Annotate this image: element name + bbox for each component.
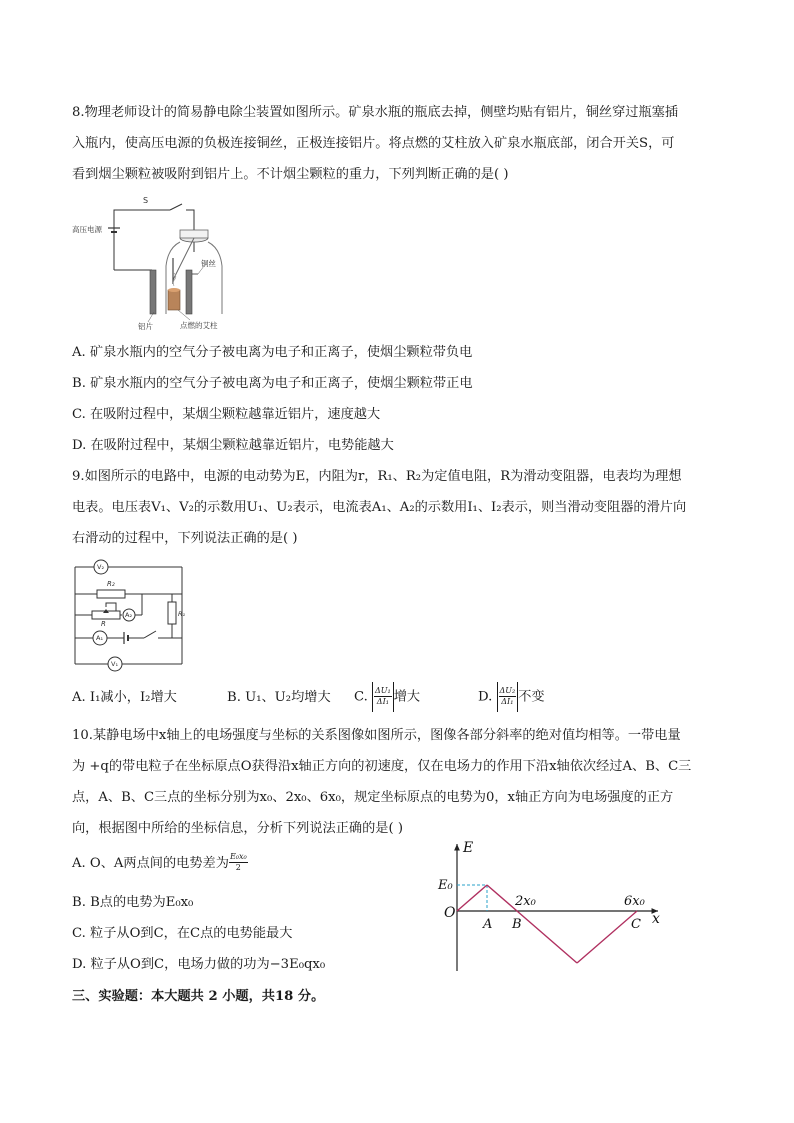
q8-stem-line-3: 看到烟尘颗粒被吸附到铝片上。不计烟尘颗粒的重力，下列判断正确的是( ) bbox=[72, 167, 509, 182]
q10-stem-line-1: 10.某静电场中x轴上的电场强度与坐标的关系图像如图所示，图像各部分斜率的绝对值均相等。一带电量 bbox=[72, 728, 681, 743]
r2-label: R₂ bbox=[107, 580, 115, 588]
x-axis-label: x bbox=[652, 911, 660, 927]
r1-label: R₁ bbox=[178, 610, 186, 618]
tick-e0-label: E₀ bbox=[438, 878, 453, 893]
q9-option-c-abs bbox=[372, 682, 394, 712]
moxa-stick bbox=[168, 290, 180, 310]
q8-stem-line-1: 8.物理老师设计的简易静电除尘装置如图所示。矿泉水瓶的瓶底去掉，侧壁均贴有铝片，铜丝穿过瓶塞插 bbox=[72, 105, 679, 120]
electrostatic-precipitator-diagram bbox=[72, 194, 272, 336]
q9-option-b: B. U₁、U₂均增大 bbox=[227, 690, 331, 705]
q9-option-d-numerator: ΔU₂ bbox=[499, 686, 516, 695]
r-label: R bbox=[101, 620, 106, 628]
a1-label: A₁ bbox=[96, 634, 104, 642]
electric-field-chart bbox=[430, 838, 670, 978]
series-segment-4 bbox=[577, 911, 637, 963]
aluminum-sheet-label: 铝片 bbox=[138, 322, 153, 331]
moxa-stick-label: 点燃的艾柱 bbox=[180, 321, 218, 330]
tick-6x0-label: 6x₀ bbox=[624, 894, 645, 909]
q9-option-d-suffix: 不变 bbox=[518, 689, 545, 705]
v1-label: V₁ bbox=[111, 660, 119, 668]
q9-option-d-prefix: D. bbox=[478, 689, 493, 705]
q10-option-a-numerator: E₀x₀ bbox=[229, 852, 247, 861]
q9-option-d-abs bbox=[497, 682, 519, 712]
power-source-label: 高压电源 bbox=[72, 225, 102, 234]
q10-option-a-denominator: 2 bbox=[235, 863, 241, 872]
point-b-label: B bbox=[512, 917, 522, 932]
resistor-r2 bbox=[97, 590, 125, 598]
q8-option-a: A. 矿泉水瓶内的空气分子被电离为电子和正离子，使烟尘颗粒带负电 bbox=[72, 345, 473, 360]
tick-2x0-label: 2x₀ bbox=[515, 894, 536, 909]
point-c-label: C bbox=[631, 917, 641, 932]
q10-option-b: B. B点的电势为E₀x₀ bbox=[72, 895, 194, 910]
section-3-heading: 三、实验题：本大题共 2 小题，共18 分。 bbox=[72, 989, 325, 1004]
q8-option-d: D. 在吸附过程中，某烟尘颗粒越靠近铝片，电势能越大 bbox=[72, 438, 394, 453]
q9-figure bbox=[72, 558, 192, 674]
series-segment-3 bbox=[517, 911, 577, 963]
q9-stem-line-1: 9.如图所示的电路中，电源的电动势为E，内阻为r，R₁、R₂为定值电阻，R为滑动变阻器，电表均为理想 bbox=[72, 469, 682, 484]
v2-label: V₂ bbox=[97, 563, 105, 571]
q10-option-a-prefix: A. O、A两点间的电势差为 bbox=[72, 856, 229, 871]
q9-option-c-denominator: ΔI₁ bbox=[376, 697, 389, 706]
q10-option-a bbox=[72, 852, 248, 876]
aluminum-sheet-left bbox=[150, 270, 156, 314]
q10-stem-line-2: 为 +q的带电粒子在坐标原点O获得沿x轴正方向的初速度，仅在电场力的作用下沿x轴依次经过A、B、C三 bbox=[72, 759, 692, 774]
q9-option-c-prefix: C. bbox=[354, 689, 368, 705]
q8-option-c: C. 在吸附过程中，某烟尘颗粒越靠近铝片，速度越大 bbox=[72, 407, 381, 422]
q8-stem-line-2: 入瓶内，使高压电源的负极连接铜丝，正极连接铝片。将点燃的艾柱放入矿泉水瓶底部，闭合开关S，可 bbox=[72, 136, 675, 151]
a2-label: A₂ bbox=[125, 611, 133, 619]
q9-option-c-numerator: ΔU₁ bbox=[375, 686, 391, 695]
aluminum-sheet-right bbox=[186, 270, 192, 314]
origin-label: O bbox=[444, 905, 456, 921]
q9-option-d bbox=[478, 682, 545, 713]
q9-option-c bbox=[354, 682, 420, 713]
q10-option-c: C. 粒子从O到C，在C点的电势能最大 bbox=[72, 926, 293, 941]
q9-stem-line-3: 右滑动的过程中，下列说法正确的是( ) bbox=[72, 531, 298, 546]
switch-lever bbox=[144, 631, 156, 638]
series-segment-1 bbox=[457, 885, 487, 911]
q9-stem-line-2: 电表。电压表V₁、V₂的示数用U₁、U₂表示，电流表A₁、A₂的示数用I₁、I₂表示，则当滑动变阻器的滑片向 bbox=[72, 500, 687, 515]
q8-figure bbox=[72, 194, 272, 336]
switch-lever bbox=[170, 204, 182, 210]
copper-wire-label: 铜丝 bbox=[201, 259, 216, 268]
q9-option-a: A. I₁减小，I₂增大 bbox=[72, 690, 177, 705]
q10-stem-line-3: 点，A、B、C三点的坐标分别为x₀、2x₀、6x₀，规定坐标原点的电势为0，x轴正方向为电场强度的正方 bbox=[72, 790, 674, 805]
series-segment-2 bbox=[487, 885, 517, 911]
q10-option-d: D. 粒子从O到C，电场力做的功为−3E₀qx₀ bbox=[72, 957, 326, 972]
y-axis-label: E bbox=[463, 840, 474, 856]
resistor-r1 bbox=[168, 602, 176, 624]
q9-option-d-denominator: ΔI₁ bbox=[501, 697, 514, 706]
q8-option-b: B. 矿泉水瓶内的空气分子被电离为电子和正离子，使烟尘颗粒带正电 bbox=[72, 376, 473, 391]
q10-stem-line-4: 向，根据图中所给的坐标信息，分析下列说法正确的是( ) bbox=[72, 821, 403, 836]
switch-label: S bbox=[143, 196, 149, 205]
point-a-label: A bbox=[483, 917, 493, 932]
q9-option-c-suffix: 增大 bbox=[393, 689, 421, 705]
